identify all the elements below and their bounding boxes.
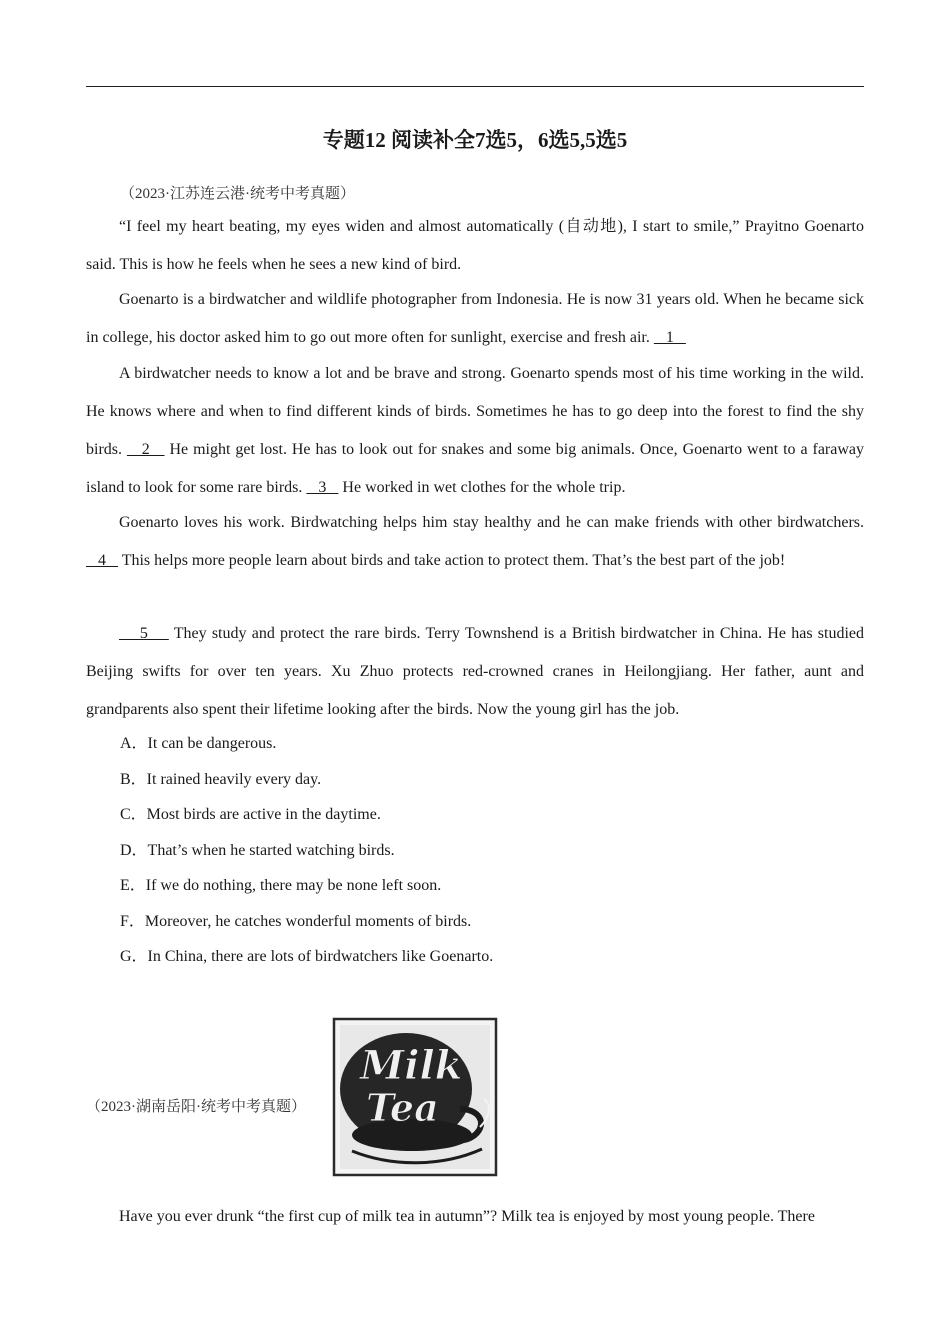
paragraph-5: 5 They study and protect the rare birds. Terry Townshend is a British birdwatcher in China. He has studied Beijing swifts for over ten years. Xu Zhuo protects red-crowned cranes in Heilongjiang. Her father, aunt and grandparents also spent their lifetime looking after the birds. Now the young girl has the job. <box>86 625 865 718</box>
option-a: A．It can be dangerous. <box>120 735 277 752</box>
blank-3: 3 <box>306 479 339 496</box>
option-d: D．That’s when he started watching birds. <box>120 841 395 859</box>
option-f: F．Moreover, he catches wonderful moments of birds. <box>120 912 472 930</box>
option-g: G．In China, there are lots of birdwatchers like Goenarto. <box>120 948 494 965</box>
paragraph-6: Have you ever drunk “the first cup of milk tea in autumn”? Milk tea is enjoyed by most young people. There <box>119 1208 815 1225</box>
blank-5: 5 <box>119 625 169 642</box>
paragraph-1: “I feel my heart beating, my eyes widen and almost automatically (自动地), I start to smile,” Prayitno Goenarto said. This is how he feels when he sees a new kind of bird. <box>86 218 864 273</box>
options-list <box>120 726 860 975</box>
blank-4: 4 <box>86 552 118 569</box>
option-c: C．Most birds are active in the daytime. <box>120 806 381 823</box>
header-rule <box>86 86 864 87</box>
page-title: 专题12 阅读补全7选5，6选5,5选5 <box>322 128 628 152</box>
svg-text:Milk: Milk <box>360 1042 463 1089</box>
option-e: E．If we do nothing, there may be none left soon. <box>120 877 442 894</box>
blank-1: 1 <box>653 329 686 346</box>
blank-2: 2 <box>126 441 165 458</box>
milk-tea-logo-image <box>332 1017 498 1177</box>
option-b: B．It rained heavily every day. <box>120 770 322 788</box>
milk-tea-logo <box>332 1017 498 1177</box>
paragraph-3: A birdwatcher needs to know a lot and be brave and strong. Goenarto spends most of his time working in the wild. He knows where and when to find different kinds of birds. Sometimes he has to go deep into the forest to find the shy birds. 2 He might get lost. He has to look out for snakes and some big animals. Once, Goenarto went to a faraway island to look for some rare birds. 3 He worked in wet clothes for the whole trip. <box>86 365 865 496</box>
section2-source: （2023·湖南岳阳·统考中考真题） <box>86 1099 306 1115</box>
svg-text:Tea: Tea <box>366 1085 439 1130</box>
paragraph-4: Goenarto loves his work. Birdwatching helps him stay healthy and he can make friends with other birdwatchers. 4 This helps more people learn about birds and take action to protect them. That’s the best part of the job! <box>86 514 864 569</box>
paragraph-2: Goenarto is a birdwatcher and wildlife photographer from Indonesia. He is now 31 years old. When he became sick in college, his doctor asked him to go out more often for sunlight, exercise and fresh air. 1 <box>86 291 864 346</box>
section1-source: （2023·江苏连云港·统考中考真题） <box>120 186 355 202</box>
